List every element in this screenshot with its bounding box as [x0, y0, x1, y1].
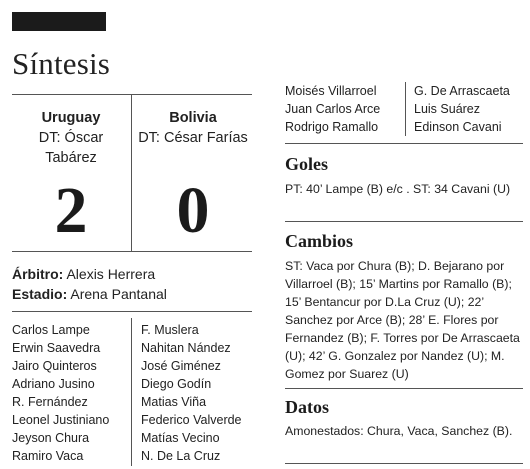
list-item: F. Muslera — [141, 323, 199, 337]
list-item: R. Fernández — [12, 395, 88, 409]
list-item: Matías Vecino — [141, 431, 220, 445]
home-score: 2 — [54, 174, 88, 247]
list-item: Ramiro Vaca — [12, 449, 84, 463]
list-item: Edinson Cavani — [414, 120, 502, 134]
divider — [285, 463, 523, 464]
referee-line — [12, 264, 167, 284]
data-heading: Datos — [285, 397, 329, 417]
divider — [12, 311, 252, 312]
home-team-coach: DT: Óscar Tabárez — [38, 130, 104, 166]
referee-name: Alexis Herrera — [66, 266, 156, 282]
list-item: Leonel Justiniano — [12, 413, 110, 427]
bolivia-lineup — [12, 321, 109, 465]
section-marker-bar — [12, 12, 106, 31]
divider — [405, 82, 406, 136]
bolivia-lineup-continued — [285, 82, 380, 136]
list-item: Federico Valverde — [141, 413, 242, 427]
list-item: Moisés Villarroel — [285, 84, 377, 98]
list-item: Carlos Lampe — [12, 323, 90, 337]
divider — [131, 318, 132, 466]
stadium-name: Arena Pantanal — [70, 286, 167, 302]
list-item: José Giménez — [141, 359, 221, 373]
list-item: Matias Viña — [141, 395, 207, 409]
substitutions-text: ST: Vaca por Chura (B); D. Bejarano por Villarroel (B); 15’ Martins por Ramallo (B); 15’ Bentancur por D.La Cruz (U); 22’ Sanchez por Arce (B); 28’ E. Flores por Fernandez (B); F. Torres por De Arrascaeta (U); 42’ G. Gonzalez por Nandez (U); M. Gomez por Suarez (U) — [285, 259, 520, 381]
data-text: Amonestados: Chura, Vaca, Sanchez (B). — [285, 424, 513, 438]
goals-heading: Goles — [285, 154, 328, 174]
divider — [285, 221, 523, 222]
list-item: Jairo Quinteros — [12, 359, 97, 373]
list-item: Jeyson Chura — [12, 431, 90, 445]
uruguay-lineup — [141, 321, 242, 465]
list-item: Diego Godín — [141, 377, 212, 391]
list-item: Juan Carlos Arce — [285, 102, 381, 116]
away-team-coach: DT: César Farías — [138, 130, 248, 146]
substitutions-heading: Cambios — [285, 231, 354, 251]
away-team-name: Bolivia — [169, 110, 217, 126]
list-item: Luis Suárez — [414, 102, 481, 116]
list-item: Rodrigo Ramallo — [285, 120, 379, 134]
list-item: Erwin Saavedra — [12, 341, 101, 355]
divider — [12, 94, 252, 95]
goals-text: PT: 40’ Lampe (B) e/c . ST: 34 Cavani (U) — [285, 182, 511, 196]
away-team — [134, 108, 252, 148]
stadium-label: Estadio: — [12, 286, 68, 302]
divider — [285, 143, 523, 144]
divider — [12, 251, 252, 252]
page-title: Síntesis — [12, 46, 111, 81]
list-item: N. De La Cruz — [141, 449, 221, 463]
uruguay-lineup-continued — [414, 82, 510, 136]
divider — [131, 95, 132, 251]
home-team — [12, 108, 130, 168]
referee-label: Árbitro: — [12, 266, 64, 282]
stadium-line — [12, 284, 167, 304]
officials — [12, 264, 167, 304]
away-score: 0 — [176, 174, 210, 247]
divider — [285, 388, 523, 389]
home-team-name: Uruguay — [41, 110, 101, 126]
list-item: Nahitan Nández — [141, 341, 231, 355]
list-item: G. De Arrascaeta — [414, 84, 510, 98]
list-item: Adriano Jusino — [12, 377, 95, 391]
